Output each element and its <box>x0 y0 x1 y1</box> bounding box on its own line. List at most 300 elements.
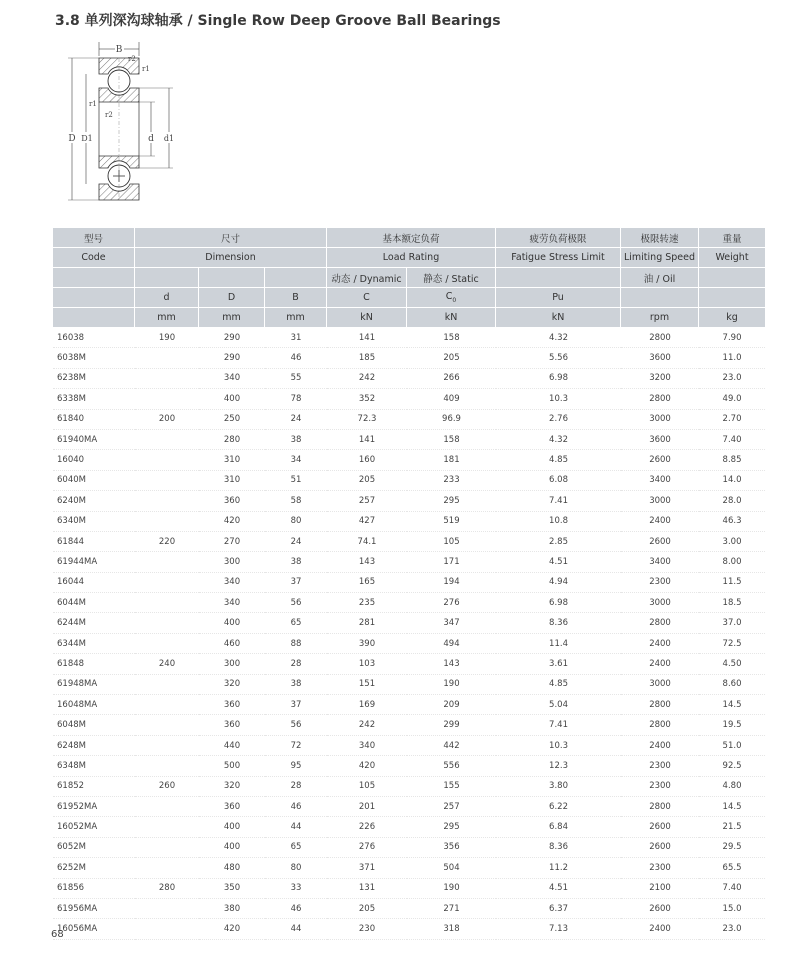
cell-speed: 2600 <box>621 450 699 470</box>
cell-D: 300 <box>199 552 265 572</box>
cell-C: 226 <box>327 817 407 837</box>
cell-D: 290 <box>199 348 265 368</box>
header-unit-d: mm <box>135 308 199 328</box>
cell-D: 310 <box>199 471 265 491</box>
header-empty <box>53 288 135 308</box>
cell-weight: 4.80 <box>699 777 765 797</box>
cell-code: 61856 <box>53 879 135 899</box>
cell-C0: 442 <box>407 736 496 756</box>
cell-C: 427 <box>327 512 407 532</box>
cell-speed: 2300 <box>621 573 699 593</box>
cell-C: 352 <box>327 389 407 409</box>
cell-B: 37 <box>265 695 327 715</box>
cell-code: 6344M <box>53 634 135 654</box>
header-unit-C0: kN <box>407 308 496 328</box>
table-row <box>53 328 765 348</box>
cell-C: 276 <box>327 838 407 858</box>
cell-code: 61944MA <box>53 552 135 572</box>
header-code-en: Code <box>53 248 135 268</box>
cell-B: 31 <box>265 328 327 348</box>
header-unit-weight: kg <box>699 308 765 328</box>
cell-D: 360 <box>199 797 265 817</box>
cell-weight: 65.5 <box>699 858 765 878</box>
cell-Pu: 8.36 <box>496 613 621 633</box>
cell-weight: 21.5 <box>699 817 765 837</box>
header-empty <box>53 268 135 288</box>
cell-code: 6340M <box>53 512 135 532</box>
cell-speed: 3200 <box>621 369 699 389</box>
cell-C: 160 <box>327 450 407 470</box>
cell-D: 400 <box>199 613 265 633</box>
table-row <box>53 593 765 613</box>
header-fatigue-en: Fatigue Stress Limit <box>496 248 621 268</box>
cell-code: 61844 <box>53 532 135 552</box>
cell-weight: 72.5 <box>699 634 765 654</box>
cell-d <box>135 613 199 633</box>
cell-d <box>135 858 199 878</box>
table-row <box>53 491 765 511</box>
cell-Pu: 10.3 <box>496 736 621 756</box>
cell-D: 420 <box>199 512 265 532</box>
cell-B: 55 <box>265 369 327 389</box>
cell-speed: 2300 <box>621 777 699 797</box>
cell-speed: 2400 <box>621 634 699 654</box>
page-number: 68 <box>51 929 64 940</box>
table-row <box>53 634 765 654</box>
header-oil: 油 / Oil <box>621 268 699 288</box>
cell-d <box>135 695 199 715</box>
cell-d <box>135 369 199 389</box>
cell-code: 16040 <box>53 450 135 470</box>
cell-code: 6248M <box>53 736 135 756</box>
cell-C0: 205 <box>407 348 496 368</box>
cell-B: 56 <box>265 715 327 735</box>
cell-D: 280 <box>199 430 265 450</box>
cell-Pu: 11.4 <box>496 634 621 654</box>
cell-weight: 15.0 <box>699 899 765 919</box>
table-row <box>53 797 765 817</box>
cell-C0: 233 <box>407 471 496 491</box>
header-sym-D: D <box>199 288 265 308</box>
cell-d <box>135 593 199 613</box>
cell-Pu: 11.2 <box>496 858 621 878</box>
cell-C0: 190 <box>407 675 496 695</box>
cell-D: 290 <box>199 328 265 348</box>
cell-B: 88 <box>265 634 327 654</box>
cell-B: 72 <box>265 736 327 756</box>
cell-d: 190 <box>135 328 199 348</box>
cell-C0: 143 <box>407 654 496 674</box>
cell-B: 38 <box>265 430 327 450</box>
cell-D: 360 <box>199 491 265 511</box>
cell-C: 242 <box>327 369 407 389</box>
cell-d <box>135 919 199 939</box>
cell-d <box>135 450 199 470</box>
cell-B: 95 <box>265 756 327 776</box>
cell-weight: 11.5 <box>699 573 765 593</box>
cell-D: 460 <box>199 634 265 654</box>
cell-D: 360 <box>199 715 265 735</box>
cell-speed: 2600 <box>621 838 699 858</box>
cell-code: 61940MA <box>53 430 135 450</box>
cell-B: 78 <box>265 389 327 409</box>
cell-C0: 347 <box>407 613 496 633</box>
table-row <box>53 919 765 939</box>
cell-d <box>135 573 199 593</box>
cell-speed: 2600 <box>621 899 699 919</box>
cell-code: 61956MA <box>53 899 135 919</box>
cell-B: 80 <box>265 512 327 532</box>
cell-B: 65 <box>265 613 327 633</box>
cell-weight: 4.50 <box>699 654 765 674</box>
cell-Pu: 4.85 <box>496 450 621 470</box>
cell-Pu: 4.32 <box>496 328 621 348</box>
cell-Pu: 6.08 <box>496 471 621 491</box>
cell-speed: 2800 <box>621 797 699 817</box>
cell-D: 420 <box>199 919 265 939</box>
cell-speed: 3000 <box>621 410 699 430</box>
cell-d <box>135 389 199 409</box>
cell-code: 61948MA <box>53 675 135 695</box>
label-r1-left: r1 <box>89 100 97 108</box>
cell-weight: 7.40 <box>699 430 765 450</box>
cell-C0: 504 <box>407 858 496 878</box>
cell-code: 16038 <box>53 328 135 348</box>
cell-D: 440 <box>199 736 265 756</box>
cell-speed: 3400 <box>621 552 699 572</box>
cell-B: 44 <box>265 817 327 837</box>
table-row <box>53 675 765 695</box>
page-title: 3.8 单列深沟球轴承 / Single Row Deep Groove Ball Bearings <box>55 13 501 29</box>
cell-C: 141 <box>327 328 407 348</box>
cell-speed: 2600 <box>621 817 699 837</box>
table-row <box>53 899 765 919</box>
cell-speed: 2400 <box>621 512 699 532</box>
cell-d <box>135 817 199 837</box>
cell-d <box>135 756 199 776</box>
header-sym-C0 <box>407 288 496 308</box>
cell-B: 37 <box>265 573 327 593</box>
cell-d <box>135 715 199 735</box>
cell-C: 242 <box>327 715 407 735</box>
cell-B: 24 <box>265 532 327 552</box>
cell-d: 240 <box>135 654 199 674</box>
cell-D: 300 <box>199 654 265 674</box>
cell-D: 400 <box>199 817 265 837</box>
cell-C0: 494 <box>407 634 496 654</box>
header-empty <box>135 268 199 288</box>
cell-Pu: 2.85 <box>496 532 621 552</box>
cell-C: 151 <box>327 675 407 695</box>
cell-code: 6044M <box>53 593 135 613</box>
cell-Pu: 2.76 <box>496 410 621 430</box>
cell-speed: 2400 <box>621 736 699 756</box>
cell-Pu: 6.37 <box>496 899 621 919</box>
cell-code: 6040M <box>53 471 135 491</box>
cell-B: 38 <box>265 675 327 695</box>
cell-Pu: 4.51 <box>496 552 621 572</box>
cell-weight: 2.70 <box>699 410 765 430</box>
table-row <box>53 838 765 858</box>
cell-C0: 158 <box>407 328 496 348</box>
header-dynamic: 动态 / Dynamic <box>327 268 407 288</box>
header-sym-C: C <box>327 288 407 308</box>
cell-d <box>135 838 199 858</box>
table-row <box>53 777 765 797</box>
cell-code: 61852 <box>53 777 135 797</box>
cell-code: 61848 <box>53 654 135 674</box>
header-fatigue-cn: 疲劳负荷极限 <box>496 228 621 248</box>
bearing-cross-section-diagram <box>58 40 188 218</box>
cell-C0: 209 <box>407 695 496 715</box>
cell-B: 24 <box>265 410 327 430</box>
cell-D: 310 <box>199 450 265 470</box>
cell-weight: 23.0 <box>699 919 765 939</box>
cell-C0: 271 <box>407 899 496 919</box>
cell-d: 260 <box>135 777 199 797</box>
label-r1-top: r1 <box>142 65 150 73</box>
cell-C: 340 <box>327 736 407 756</box>
table-row <box>53 532 765 552</box>
header-speed-cn: 极限转速 <box>621 228 699 248</box>
header-empty <box>699 268 765 288</box>
header-load-en: Load Rating <box>327 248 496 268</box>
cell-C0: 556 <box>407 756 496 776</box>
cell-B: 33 <box>265 879 327 899</box>
header-static: 静态 / Static <box>407 268 496 288</box>
cell-C: 103 <box>327 654 407 674</box>
cell-D: 480 <box>199 858 265 878</box>
cell-code: 6052M <box>53 838 135 858</box>
cell-d <box>135 430 199 450</box>
cell-weight: 3.00 <box>699 532 765 552</box>
cell-weight: 8.85 <box>699 450 765 470</box>
cell-C0: 158 <box>407 430 496 450</box>
cell-C: 141 <box>327 430 407 450</box>
table-row <box>53 430 765 450</box>
cell-weight: 11.0 <box>699 348 765 368</box>
cell-Pu: 8.36 <box>496 838 621 858</box>
cell-C: 205 <box>327 471 407 491</box>
cell-C0: 266 <box>407 369 496 389</box>
label-D: D <box>68 134 76 144</box>
cell-D: 340 <box>199 573 265 593</box>
header-sym-C0-letter: C <box>445 291 453 303</box>
cell-d: 200 <box>135 410 199 430</box>
cell-weight: 18.5 <box>699 593 765 613</box>
header-empty <box>496 268 621 288</box>
cell-weight: 92.5 <box>699 756 765 776</box>
cell-speed: 2600 <box>621 532 699 552</box>
cell-C0: 257 <box>407 797 496 817</box>
cell-code: 6238M <box>53 369 135 389</box>
cell-code: 6048M <box>53 715 135 735</box>
table-row <box>53 715 765 735</box>
cell-d <box>135 552 199 572</box>
header-code-cn: 型号 <box>53 228 135 248</box>
cell-C0: 181 <box>407 450 496 470</box>
cell-weight: 37.0 <box>699 613 765 633</box>
cell-Pu: 3.80 <box>496 777 621 797</box>
cell-d <box>135 675 199 695</box>
cell-Pu: 5.04 <box>496 695 621 715</box>
table-row <box>53 348 765 368</box>
cell-C0: 105 <box>407 532 496 552</box>
cell-weight: 46.3 <box>699 512 765 532</box>
cell-D: 500 <box>199 756 265 776</box>
cell-weight: 8.60 <box>699 675 765 695</box>
table-row <box>53 613 765 633</box>
table-row <box>53 410 765 430</box>
cell-C0: 194 <box>407 573 496 593</box>
table-row <box>53 756 765 776</box>
cell-B: 28 <box>265 654 327 674</box>
cell-B: 46 <box>265 899 327 919</box>
cell-C0: 190 <box>407 879 496 899</box>
cell-C: 257 <box>327 491 407 511</box>
cell-Pu: 12.3 <box>496 756 621 776</box>
header-unit-Pu: kN <box>496 308 621 328</box>
cell-B: 46 <box>265 348 327 368</box>
cell-Pu: 6.22 <box>496 797 621 817</box>
header-unit-D: mm <box>199 308 265 328</box>
header-sym-B: B <box>265 288 327 308</box>
label-B: B <box>115 45 123 55</box>
cell-C0: 155 <box>407 777 496 797</box>
header-weight-cn: 重量 <box>699 228 765 248</box>
cell-C: 281 <box>327 613 407 633</box>
cell-C: 74.1 <box>327 532 407 552</box>
cell-Pu: 7.41 <box>496 715 621 735</box>
cell-d <box>135 348 199 368</box>
cell-code: 6338M <box>53 389 135 409</box>
cell-C: 131 <box>327 879 407 899</box>
table-row <box>53 695 765 715</box>
table-row <box>53 858 765 878</box>
cell-B: 80 <box>265 858 327 878</box>
cell-speed: 2800 <box>621 695 699 715</box>
cell-C0: 356 <box>407 838 496 858</box>
cell-Pu: 10.3 <box>496 389 621 409</box>
cell-D: 320 <box>199 777 265 797</box>
cell-D: 340 <box>199 369 265 389</box>
cell-weight: 14.5 <box>699 695 765 715</box>
cell-speed: 2800 <box>621 389 699 409</box>
cell-code: 16056MA <box>53 919 135 939</box>
cell-Pu: 6.98 <box>496 593 621 613</box>
cell-C: 169 <box>327 695 407 715</box>
header-unit-speed: rpm <box>621 308 699 328</box>
cell-d <box>135 512 199 532</box>
header-empty <box>265 268 327 288</box>
cell-Pu: 5.56 <box>496 348 621 368</box>
cell-d: 220 <box>135 532 199 552</box>
table-row <box>53 471 765 491</box>
cell-speed: 3600 <box>621 348 699 368</box>
cell-B: 58 <box>265 491 327 511</box>
cell-B: 38 <box>265 552 327 572</box>
header-empty <box>53 308 135 328</box>
cell-code: 6240M <box>53 491 135 511</box>
cell-D: 320 <box>199 675 265 695</box>
cell-D: 350 <box>199 879 265 899</box>
cell-C0: 318 <box>407 919 496 939</box>
table-row <box>53 736 765 756</box>
cell-weight: 51.0 <box>699 736 765 756</box>
cell-d <box>135 736 199 756</box>
cell-B: 65 <box>265 838 327 858</box>
cell-code: 61952MA <box>53 797 135 817</box>
header-sym-d: d <box>135 288 199 308</box>
cell-speed: 2800 <box>621 328 699 348</box>
cell-speed: 2800 <box>621 715 699 735</box>
cell-B: 44 <box>265 919 327 939</box>
cell-D: 400 <box>199 838 265 858</box>
bearing-spec-table <box>53 228 765 940</box>
header-weight-en: Weight <box>699 248 765 268</box>
cell-C: 371 <box>327 858 407 878</box>
header-empty <box>621 288 699 308</box>
cell-code: 16048MA <box>53 695 135 715</box>
cell-weight: 49.0 <box>699 389 765 409</box>
table-row <box>53 389 765 409</box>
cell-C: 230 <box>327 919 407 939</box>
table-row <box>53 817 765 837</box>
cell-weight: 29.5 <box>699 838 765 858</box>
cell-weight: 28.0 <box>699 491 765 511</box>
cell-weight: 7.90 <box>699 328 765 348</box>
cell-speed: 2800 <box>621 613 699 633</box>
cell-Pu: 4.51 <box>496 879 621 899</box>
cell-speed: 2400 <box>621 654 699 674</box>
header-unit-C: kN <box>327 308 407 328</box>
header-load-cn: 基本额定负荷 <box>327 228 496 248</box>
cell-speed: 3000 <box>621 675 699 695</box>
header-dimension-cn: 尺寸 <box>135 228 327 248</box>
cell-B: 34 <box>265 450 327 470</box>
cell-Pu: 4.32 <box>496 430 621 450</box>
cell-code: 6038M <box>53 348 135 368</box>
cell-speed: 2100 <box>621 879 699 899</box>
cell-weight: 14.0 <box>699 471 765 491</box>
cell-Pu: 3.61 <box>496 654 621 674</box>
cell-D: 380 <box>199 899 265 919</box>
cell-B: 46 <box>265 797 327 817</box>
table-row <box>53 552 765 572</box>
cell-speed: 3400 <box>621 471 699 491</box>
cell-C: 165 <box>327 573 407 593</box>
cell-C0: 519 <box>407 512 496 532</box>
cell-weight: 8.00 <box>699 552 765 572</box>
cell-d <box>135 634 199 654</box>
cell-C0: 295 <box>407 491 496 511</box>
header-dimension-en: Dimension <box>135 248 327 268</box>
cell-B: 51 <box>265 471 327 491</box>
header-empty <box>699 288 765 308</box>
header-sym-C0-subscript: 0 <box>452 296 457 304</box>
cell-Pu: 6.84 <box>496 817 621 837</box>
cell-C: 201 <box>327 797 407 817</box>
cell-C: 205 <box>327 899 407 919</box>
header-sym-Pu: Pu <box>496 288 621 308</box>
cell-d <box>135 471 199 491</box>
cell-code: 16044 <box>53 573 135 593</box>
cell-Pu: 4.94 <box>496 573 621 593</box>
cell-speed: 3600 <box>621 430 699 450</box>
cell-D: 400 <box>199 389 265 409</box>
cell-C: 420 <box>327 756 407 776</box>
cell-speed: 2300 <box>621 858 699 878</box>
